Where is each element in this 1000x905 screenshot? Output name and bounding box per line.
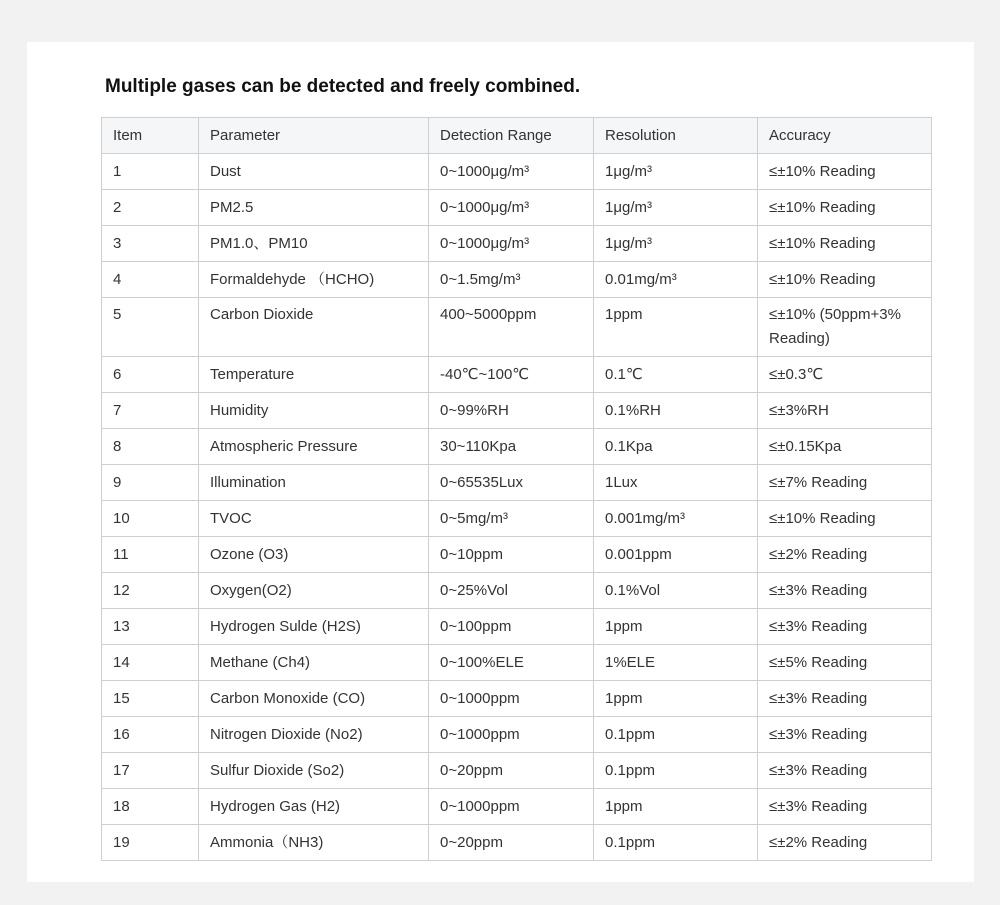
cell-accuracy: ≤±10% Reading <box>758 154 932 190</box>
cell-detection-range: -40℃~100℃ <box>429 357 594 393</box>
cell-resolution: 0.001ppm <box>594 537 758 573</box>
cell-detection-range: 0~1000ppm <box>429 789 594 825</box>
table-row <box>102 226 932 262</box>
table-row <box>102 645 932 681</box>
cell-accuracy: ≤±10% (50ppm+3% Reading) <box>758 298 932 357</box>
cell-resolution: 1μg/m³ <box>594 190 758 226</box>
cell-detection-range: 0~1000ppm <box>429 717 594 753</box>
table-row <box>102 825 932 861</box>
header-item: Item <box>102 118 199 154</box>
table-row <box>102 298 932 357</box>
cell-resolution: 1ppm <box>594 789 758 825</box>
cell-accuracy: ≤±3%RH <box>758 393 932 429</box>
cell-resolution: 1ppm <box>594 681 758 717</box>
cell-item: 7 <box>102 393 199 429</box>
cell-accuracy: ≤±3% Reading <box>758 717 932 753</box>
gas-spec-table <box>101 117 932 861</box>
cell-item: 19 <box>102 825 199 861</box>
table-row <box>102 717 932 753</box>
cell-detection-range: 0~100%ELE <box>429 645 594 681</box>
cell-item: 17 <box>102 753 199 789</box>
cell-parameter: Illumination <box>199 465 429 501</box>
cell-item: 11 <box>102 537 199 573</box>
cell-resolution: 0.1Kpa <box>594 429 758 465</box>
header-accuracy: Accuracy <box>758 118 932 154</box>
content-card <box>27 42 974 882</box>
cell-detection-range: 0~1000μg/m³ <box>429 226 594 262</box>
table-row <box>102 609 932 645</box>
cell-resolution: 1%ELE <box>594 645 758 681</box>
table-row <box>102 262 932 298</box>
cell-detection-range: 0~20ppm <box>429 825 594 861</box>
table-row <box>102 357 932 393</box>
cell-item: 9 <box>102 465 199 501</box>
header-resolution: Resolution <box>594 118 758 154</box>
cell-parameter: PM2.5 <box>199 190 429 226</box>
cell-item: 3 <box>102 226 199 262</box>
cell-accuracy: ≤±10% Reading <box>758 190 932 226</box>
cell-parameter: Formaldehyde （HCHO) <box>199 262 429 298</box>
cell-detection-range: 400~5000ppm <box>429 298 594 357</box>
cell-detection-range: 0~1000μg/m³ <box>429 154 594 190</box>
cell-resolution: 1ppm <box>594 298 758 357</box>
cell-item: 14 <box>102 645 199 681</box>
cell-detection-range: 0~1.5mg/m³ <box>429 262 594 298</box>
table-row <box>102 429 932 465</box>
header-parameter: Parameter <box>199 118 429 154</box>
cell-resolution: 1Lux <box>594 465 758 501</box>
table-row <box>102 573 932 609</box>
cell-parameter: Methane (Ch4) <box>199 645 429 681</box>
cell-resolution: 0.1ppm <box>594 753 758 789</box>
cell-parameter: Atmospheric Pressure <box>199 429 429 465</box>
cell-item: 8 <box>102 429 199 465</box>
cell-accuracy: ≤±2% Reading <box>758 537 932 573</box>
cell-parameter: PM1.0、PM10 <box>199 226 429 262</box>
cell-item: 16 <box>102 717 199 753</box>
cell-detection-range: 0~65535Lux <box>429 465 594 501</box>
cell-accuracy: ≤±3% Reading <box>758 573 932 609</box>
table-row <box>102 753 932 789</box>
cell-item: 4 <box>102 262 199 298</box>
cell-resolution: 1ppm <box>594 609 758 645</box>
table-row <box>102 465 932 501</box>
cell-parameter: Oxygen(O2) <box>199 573 429 609</box>
cell-detection-range: 0~5mg/m³ <box>429 501 594 537</box>
cell-parameter: Humidity <box>199 393 429 429</box>
cell-accuracy: ≤±3% Reading <box>758 609 932 645</box>
cell-resolution: 0.1℃ <box>594 357 758 393</box>
table-header-row <box>102 118 932 154</box>
cell-detection-range: 0~25%Vol <box>429 573 594 609</box>
cell-resolution: 0.001mg/m³ <box>594 501 758 537</box>
cell-item: 5 <box>102 298 199 357</box>
table-row <box>102 190 932 226</box>
cell-parameter: Nitrogen Dioxide (No2) <box>199 717 429 753</box>
header-detection-range: Detection Range <box>429 118 594 154</box>
cell-item: 10 <box>102 501 199 537</box>
cell-parameter: Dust <box>199 154 429 190</box>
cell-item: 1 <box>102 154 199 190</box>
cell-accuracy: ≤±10% Reading <box>758 226 932 262</box>
cell-parameter: Carbon Monoxide (CO) <box>199 681 429 717</box>
cell-item: 15 <box>102 681 199 717</box>
cell-accuracy: ≤±3% Reading <box>758 753 932 789</box>
cell-parameter: Ozone (O3) <box>199 537 429 573</box>
cell-accuracy: ≤±5% Reading <box>758 645 932 681</box>
cell-accuracy: ≤±0.3℃ <box>758 357 932 393</box>
cell-item: 18 <box>102 789 199 825</box>
cell-detection-range: 30~110Kpa <box>429 429 594 465</box>
cell-resolution: 1μg/m³ <box>594 154 758 190</box>
cell-item: 6 <box>102 357 199 393</box>
table-row <box>102 681 932 717</box>
table-body <box>102 154 932 861</box>
cell-resolution: 0.1ppm <box>594 717 758 753</box>
cell-parameter: Ammonia（NH3) <box>199 825 429 861</box>
cell-item: 2 <box>102 190 199 226</box>
cell-accuracy: ≤±10% Reading <box>758 262 932 298</box>
cell-resolution: 1μg/m³ <box>594 226 758 262</box>
cell-detection-range: 0~20ppm <box>429 753 594 789</box>
cell-accuracy: ≤±10% Reading <box>758 501 932 537</box>
cell-accuracy: ≤±2% Reading <box>758 825 932 861</box>
table-row <box>102 501 932 537</box>
cell-accuracy: ≤±3% Reading <box>758 789 932 825</box>
cell-detection-range: 0~1000μg/m³ <box>429 190 594 226</box>
table-row <box>102 393 932 429</box>
cell-item: 13 <box>102 609 199 645</box>
cell-parameter: Carbon Dioxide <box>199 298 429 357</box>
page-title: Multiple gases can be detected and freely combined. <box>105 76 581 97</box>
cell-resolution: 0.1ppm <box>594 825 758 861</box>
cell-detection-range: 0~100ppm <box>429 609 594 645</box>
cell-accuracy: ≤±0.15Kpa <box>758 429 932 465</box>
table-row <box>102 537 932 573</box>
cell-resolution: 0.1%RH <box>594 393 758 429</box>
cell-item: 12 <box>102 573 199 609</box>
cell-detection-range: 0~1000ppm <box>429 681 594 717</box>
table-row <box>102 789 932 825</box>
cell-accuracy: ≤±7% Reading <box>758 465 932 501</box>
cell-accuracy: ≤±3% Reading <box>758 681 932 717</box>
cell-resolution: 0.01mg/m³ <box>594 262 758 298</box>
cell-parameter: Hydrogen Gas (H2) <box>199 789 429 825</box>
cell-resolution: 0.1%Vol <box>594 573 758 609</box>
cell-parameter: TVOC <box>199 501 429 537</box>
cell-parameter: Hydrogen Sulde (H2S) <box>199 609 429 645</box>
cell-parameter: Temperature <box>199 357 429 393</box>
cell-detection-range: 0~99%RH <box>429 393 594 429</box>
cell-parameter: Sulfur Dioxide (So2) <box>199 753 429 789</box>
cell-detection-range: 0~10ppm <box>429 537 594 573</box>
table-row <box>102 154 932 190</box>
